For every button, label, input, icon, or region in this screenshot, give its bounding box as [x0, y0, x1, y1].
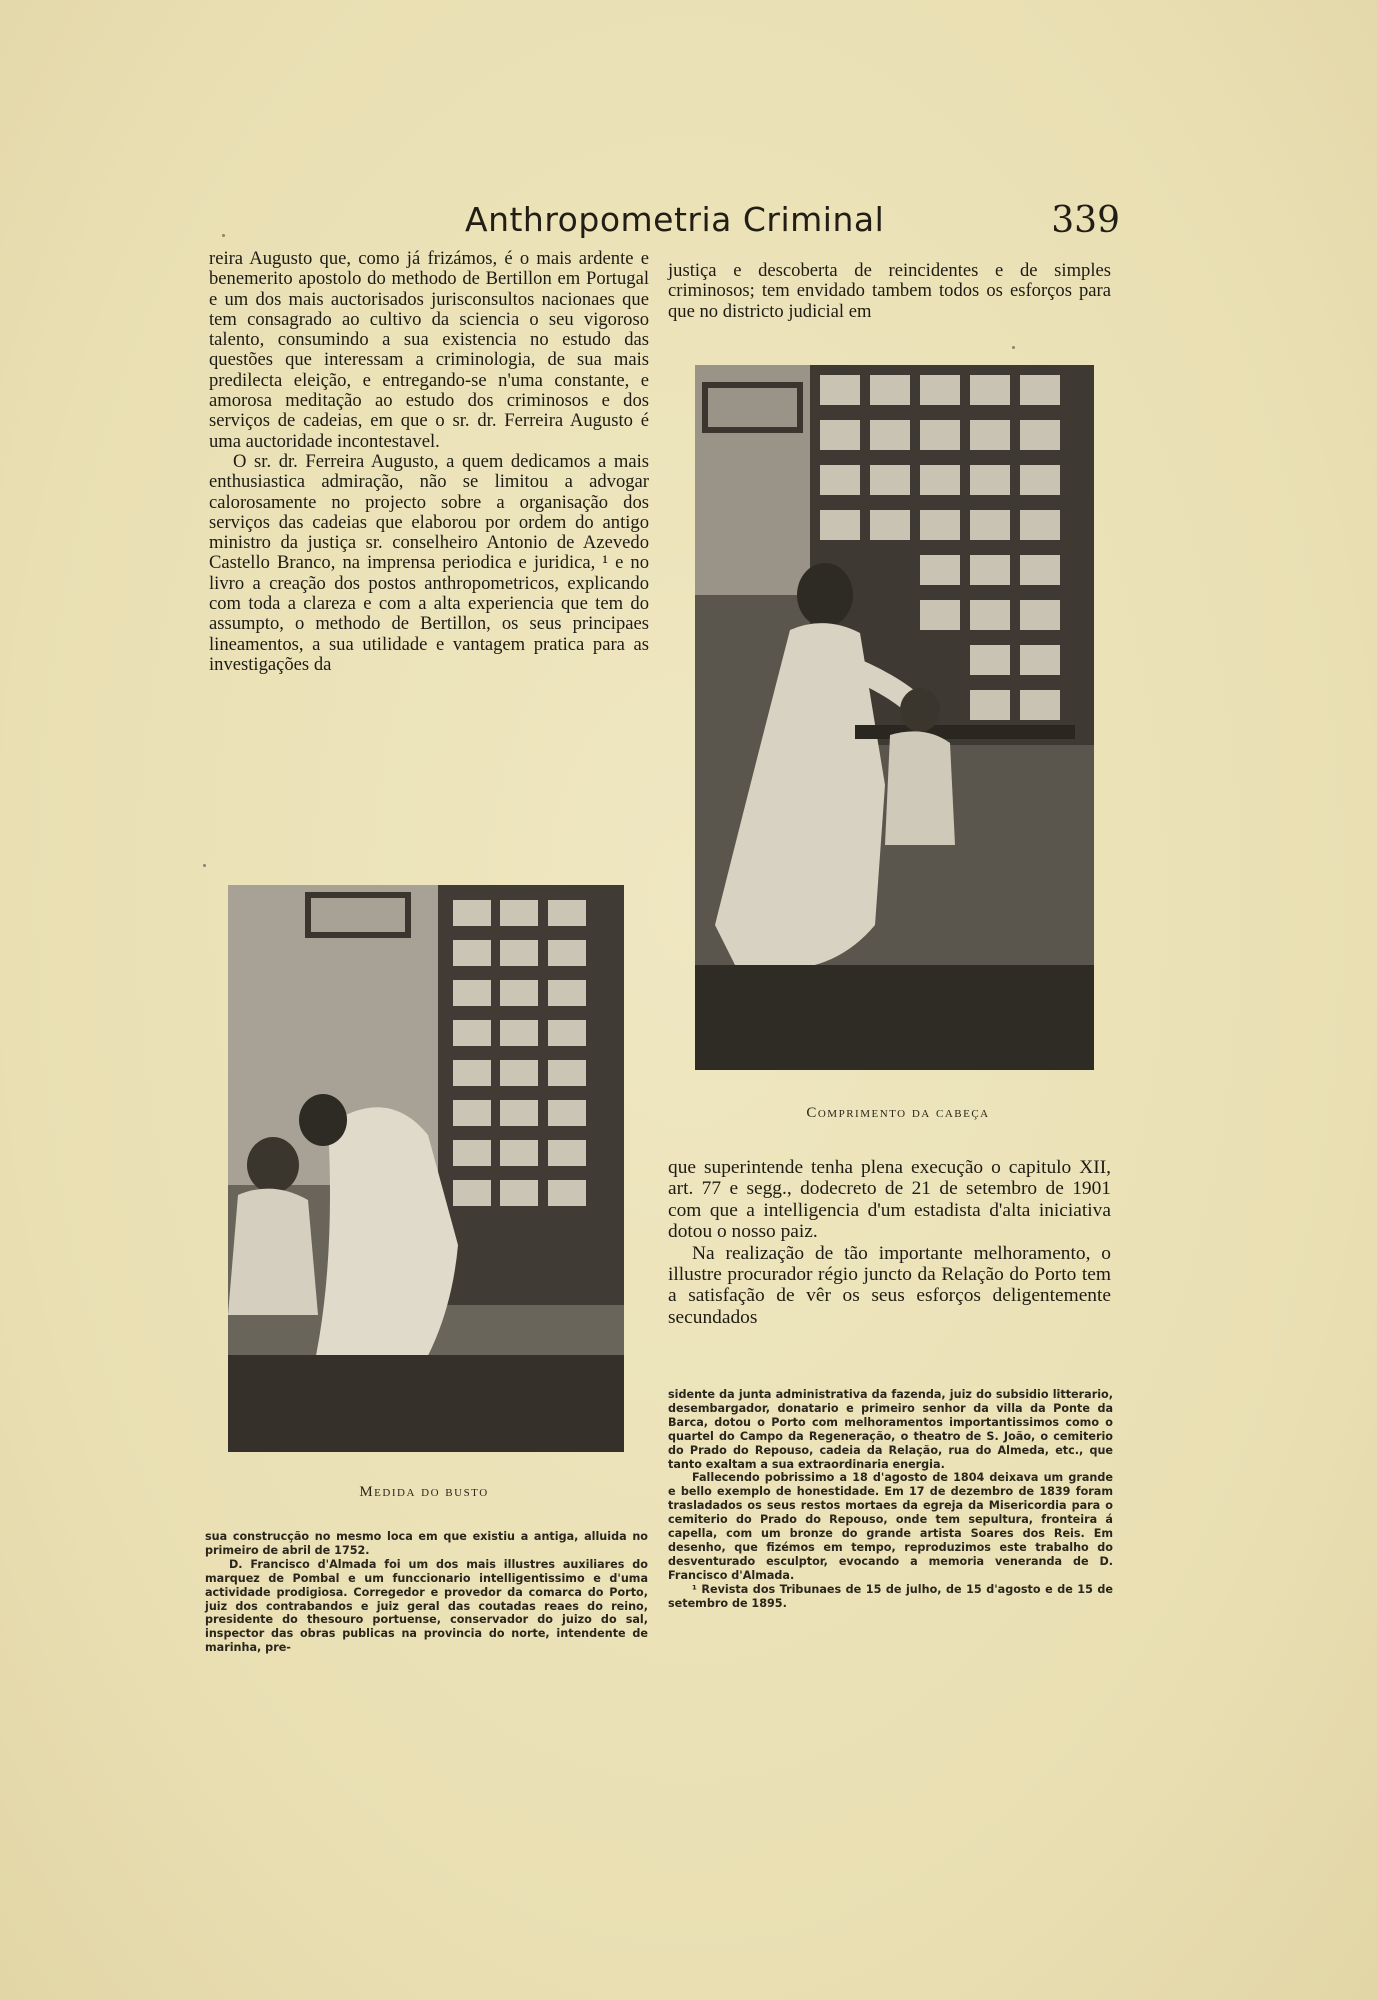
- right-column-top-text: [668, 261, 1111, 322]
- footnote-reference: ¹ Revista dos Tribunaes de 15 de julho, de 15 d'agosto e de 15 de setembro de 1895.: [668, 1582, 1113, 1610]
- footnote-right-1: sidente da junta administrativa da fazenda, juiz do subsidio litterario, desembargador, donatario e primeiro senhor da villa da Ponte da Barca, dotou o Porto com melhoramentos importantissimos como o quartel do Campo da Regeneração, o theatro de S. João, o cemiterio do Prado do Repouso, cadeia da Relação, rua do Almeda, etc., que tanto exaltam a sua extraordinaria energia.: [668, 1388, 1113, 1471]
- paper-speck: [222, 234, 225, 237]
- paper-speck: [1012, 346, 1015, 349]
- left-paragraph-2: O sr. dr. Ferreira Augusto, a quem dedicamos a mais enthusiastica admiração, não se limitou a advogar calorosamente no projecto sobre a organisação dos serviços das cadeias que elaborou por ordem do antigo ministro da justiça sr. conselheiro Antonio de Azevedo Castello Branco, na imprensa periodica e juridica, ¹ e no livro a creação dos postos anthropometricos, explicando com toda a clareza e com a alta experiencia que tem do assumpto, o methodo de Bertillon, os seus principaes lineamentos, a sua utilidade e vantagem pratica para as investigações da: [209, 450, 649, 675]
- page-number: 339: [1051, 200, 1120, 241]
- footnote-block-right: [668, 1388, 1113, 1611]
- photo-bust-measurement: [228, 885, 624, 1452]
- paper-speck: [203, 864, 206, 867]
- caption-head-length: Comprimento da cabeça: [806, 1105, 990, 1121]
- left-paragraph-1: reira Augusto que, como já frizámos, é o mais ardente e benemerito apostolo do methodo de Bertillon em Portugal e um dos mais auctorisados jurisconsultos nacionaes que tem consagrado ao cultivo da sciencia o seu vigoroso talento, consumindo a sua existencia no estudo das questões que interessam a criminologia, de sua mais predilecta eleição, e entregando-se n'uma constante, e amorosa meditação ao estudo dos criminosos e dos serviços de cadeias, em que o sr. dr. Ferreira Augusto é uma auctoridade incontestavel.: [209, 248, 649, 452]
- footnote-left-2: D. Francisco d'Almada foi um dos mais illustres auxiliares do marquez de Pombal e um funccionario intelligentissimo e d'uma actividade prodigiosa. Corregedor e provedor da comarca do Porto, juiz dos contrabandos e juiz geral das coutadas reaes do reino, presidente do thesouro portuense, conservador do juizo do sal, inspector das obras publicas na provincia do norte, intendente de marinha, pre-: [205, 1557, 648, 1655]
- footnote-block-left: [205, 1530, 648, 1655]
- right-top-paragraph: justiça e descoberta de reincidentes e de simples criminosos; tem envidado tambem todos os esforços para que no districto judicial em: [668, 260, 1111, 322]
- caption-bust-measurement: Medida do busto: [359, 1484, 489, 1500]
- footnote-left-1: sua construcção no mesmo loca em que existiu a antiga, alluida no primeiro de abril de 1752.: [205, 1530, 648, 1557]
- right-column-middle-text: [668, 1157, 1111, 1328]
- footnote-right-2: Fallecendo pobrissimo a 18 d'agosto de 1804 deixava um grande e bello exemplo de honestidade. Em 17 de dezembro de 1839 foram trasladados os seus restos mortaes da egreja da Misericordia para o cemiterio do Prado do Repouso, onde tem sepultura, fronteira á capella, com um bronze do grande artista Soares dos Reis. Em desenho, que fizémos em tempo, reproduzimos este trabalho do desventurado esculptor, evocando a memoria veneranda de D. Francisco d'Almada.: [668, 1471, 1113, 1582]
- photo-head-length: [695, 365, 1094, 1070]
- right-middle-paragraph-1: que superintende tenha plena execução o capitulo XII, art. 77 e segg., dodecreto de 21 de setembro de 1901 com que a intelligencia d'um estadista d'alta iniciativa dotou o nosso paiz.: [668, 1157, 1111, 1243]
- right-middle-paragraph-2: Na realização de tão importante melhoramento, o illustre procurador régio juncto da Relação do Porto tem a satisfação de vêr os seus esforços deligentemente secundados: [668, 1242, 1111, 1328]
- running-title: Anthropometria Criminal: [465, 200, 885, 239]
- left-column-text: [209, 249, 649, 675]
